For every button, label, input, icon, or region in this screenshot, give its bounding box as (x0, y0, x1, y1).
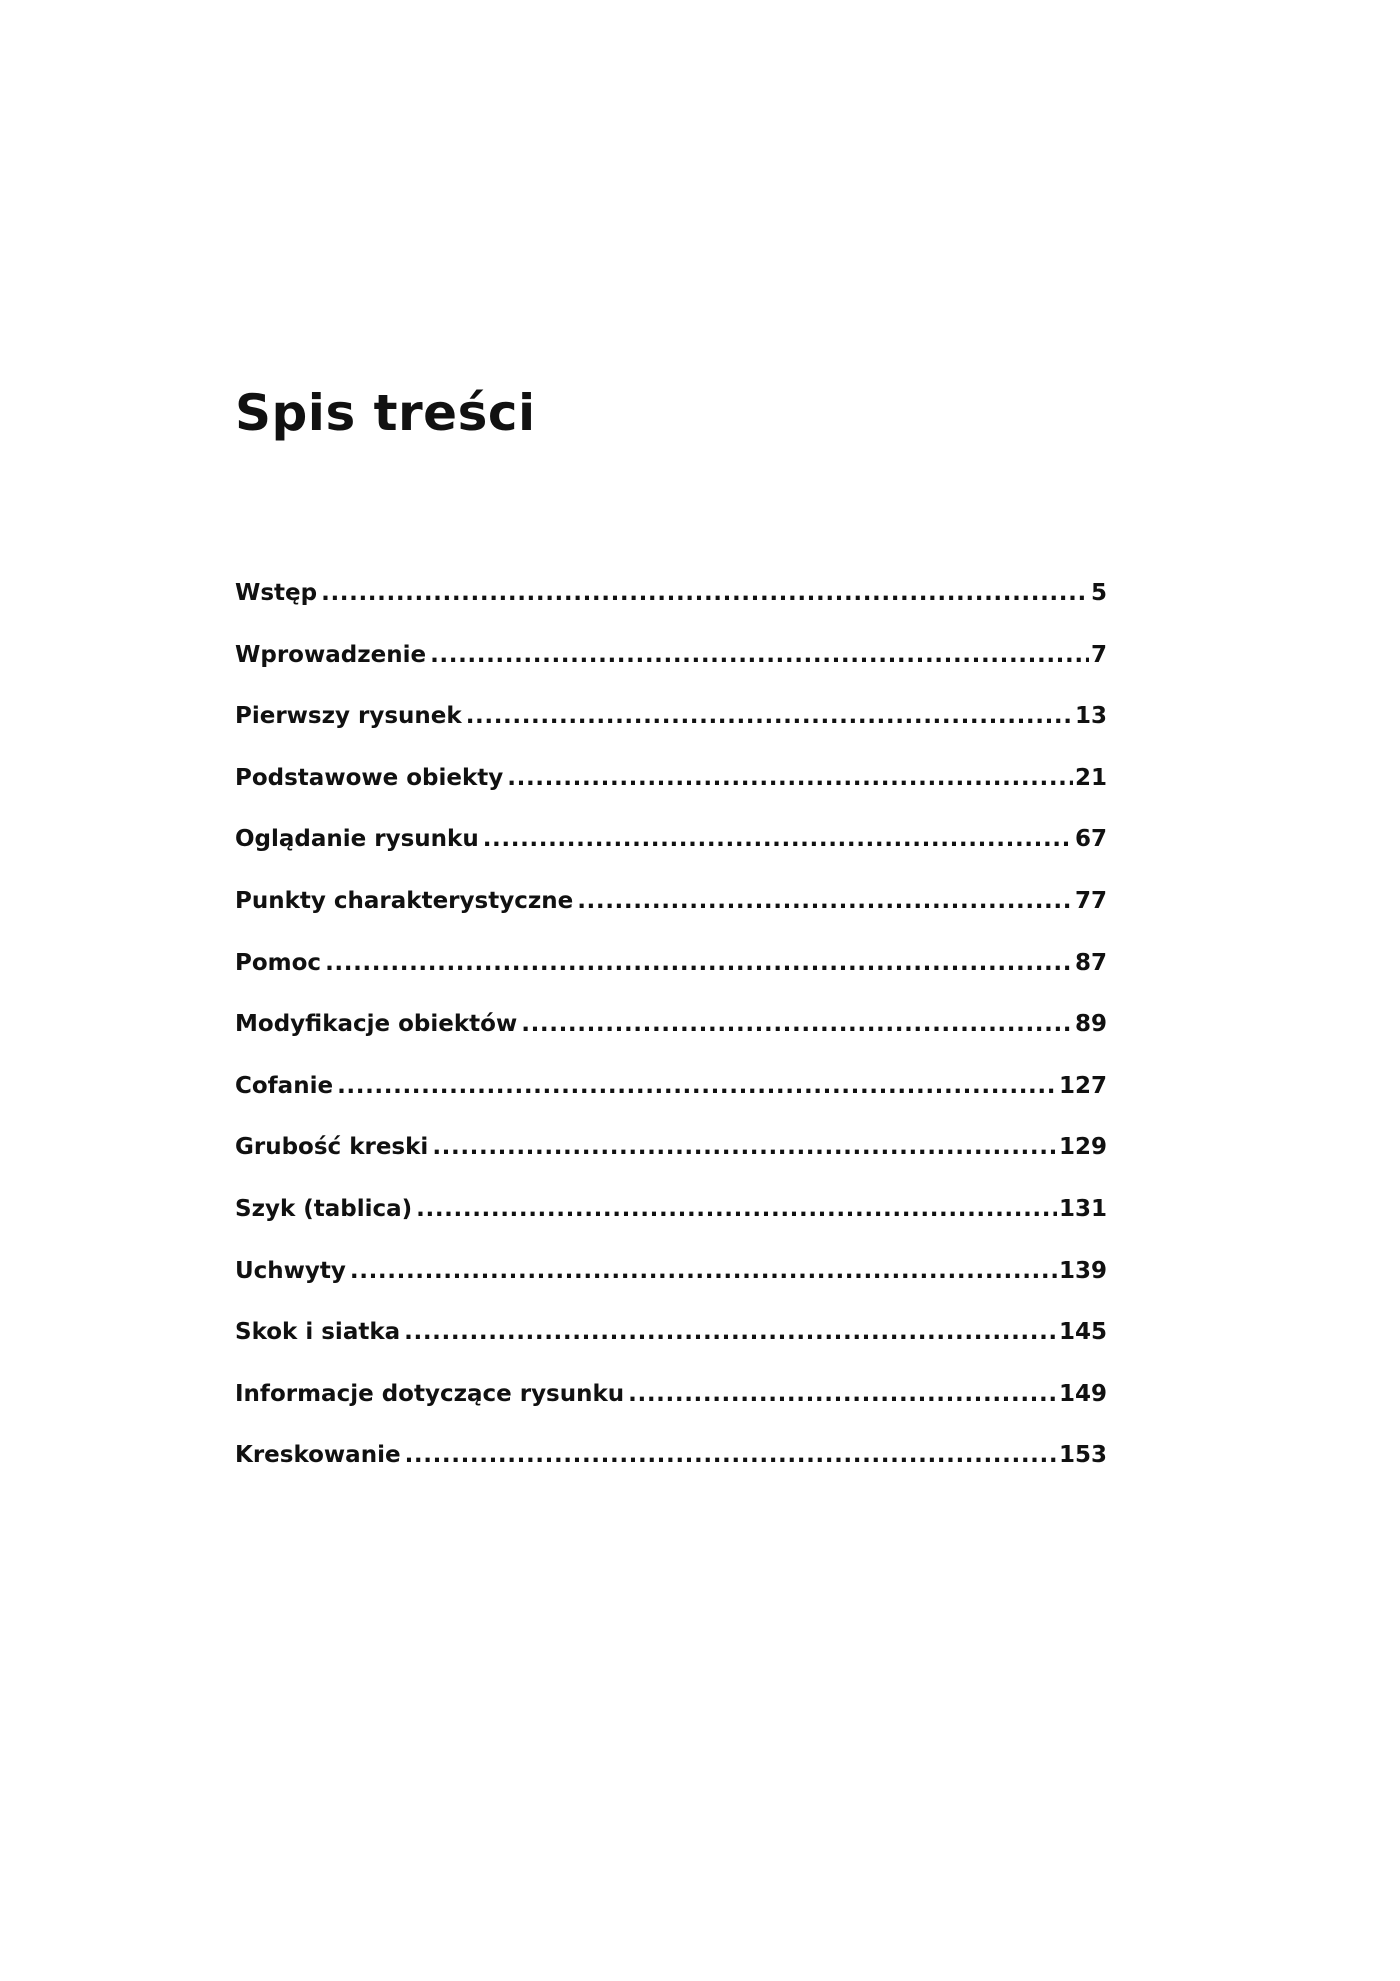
toc-dot-leader (337, 1071, 1057, 1101)
toc-dot-leader (521, 1009, 1073, 1039)
toc-entry-label: Skok i siatka (235, 1319, 401, 1346)
toc-entry-page: 129 (1058, 1134, 1107, 1161)
page-title: Spis treści (235, 384, 536, 442)
toc-dot-leader (404, 1317, 1057, 1347)
toc-dot-leader (325, 948, 1073, 978)
toc-dot-leader (483, 824, 1073, 854)
toc-entry-label: Wprowadzenie (235, 641, 427, 668)
toc-entry-page: 5 (1090, 580, 1107, 606)
toc-dot-leader (507, 763, 1073, 793)
toc-entry (235, 1317, 1107, 1379)
toc-dot-leader (577, 886, 1073, 916)
toc-entry (235, 948, 1107, 1010)
toc-entry-page: 13 (1074, 703, 1107, 730)
toc-entry-page: 7 (1090, 641, 1107, 668)
toc-entry-page: 21 (1074, 764, 1107, 791)
toc-entry (235, 701, 1107, 763)
toc-entry (235, 1132, 1107, 1194)
toc-dot-leader (321, 578, 1089, 608)
toc-entry-label: Oglądanie rysunku (235, 826, 479, 853)
toc-entry (235, 578, 1107, 640)
toc-dot-leader (466, 701, 1073, 731)
toc-dot-leader (350, 1256, 1057, 1286)
toc-entry-label: Punkty charakterystyczne (235, 887, 574, 914)
toc-entry-page: 77 (1074, 887, 1107, 914)
toc-entry-label: Kreskowanie (235, 1442, 401, 1469)
toc-entry-page: 89 (1074, 1011, 1107, 1038)
toc-dot-leader (430, 640, 1089, 670)
toc-entry (235, 824, 1107, 886)
toc-entry-page: 67 (1074, 826, 1107, 853)
toc-entry (235, 763, 1107, 825)
toc-entry-page: 139 (1058, 1257, 1107, 1284)
toc-entry (235, 1009, 1107, 1071)
toc-entry-label: Modyfikacje obiektów (235, 1011, 518, 1038)
toc-entry-label: Uchwyty (235, 1257, 346, 1284)
toc-entry (235, 1194, 1107, 1256)
toc-entry-label: Wstęp (235, 580, 318, 606)
toc-entry (235, 1071, 1107, 1133)
toc-entry-label: Pierwszy rysunek (235, 703, 462, 730)
toc-entry-page: 127 (1058, 1072, 1107, 1099)
toc-dot-leader (432, 1132, 1057, 1162)
toc-entry-label: Informacje dotyczące rysunku (235, 1380, 625, 1407)
toc-entry (235, 1379, 1107, 1441)
toc-entry-page: 149 (1058, 1380, 1107, 1407)
toc-entry-label: Cofanie (235, 1072, 334, 1099)
toc-entry (235, 1440, 1107, 1502)
toc-entry-label: Szyk (tablica) (235, 1195, 413, 1222)
toc-entry-label: Grubość kreski (235, 1134, 429, 1161)
toc-entry-page: 87 (1074, 949, 1107, 976)
table-of-contents (235, 578, 1107, 1502)
toc-dot-leader (405, 1440, 1057, 1470)
toc-entry-label: Pomoc (235, 949, 322, 976)
toc-entry-label: Podstawowe obiekty (235, 764, 504, 791)
toc-entry-page: 131 (1058, 1195, 1107, 1222)
toc-entry-page: 145 (1058, 1319, 1107, 1346)
toc-entry-page: 153 (1058, 1442, 1107, 1469)
toc-entry (235, 1256, 1107, 1318)
toc-dot-leader (416, 1194, 1057, 1224)
toc-entry (235, 640, 1107, 702)
toc-entry (235, 886, 1107, 948)
toc-dot-leader (628, 1379, 1057, 1409)
